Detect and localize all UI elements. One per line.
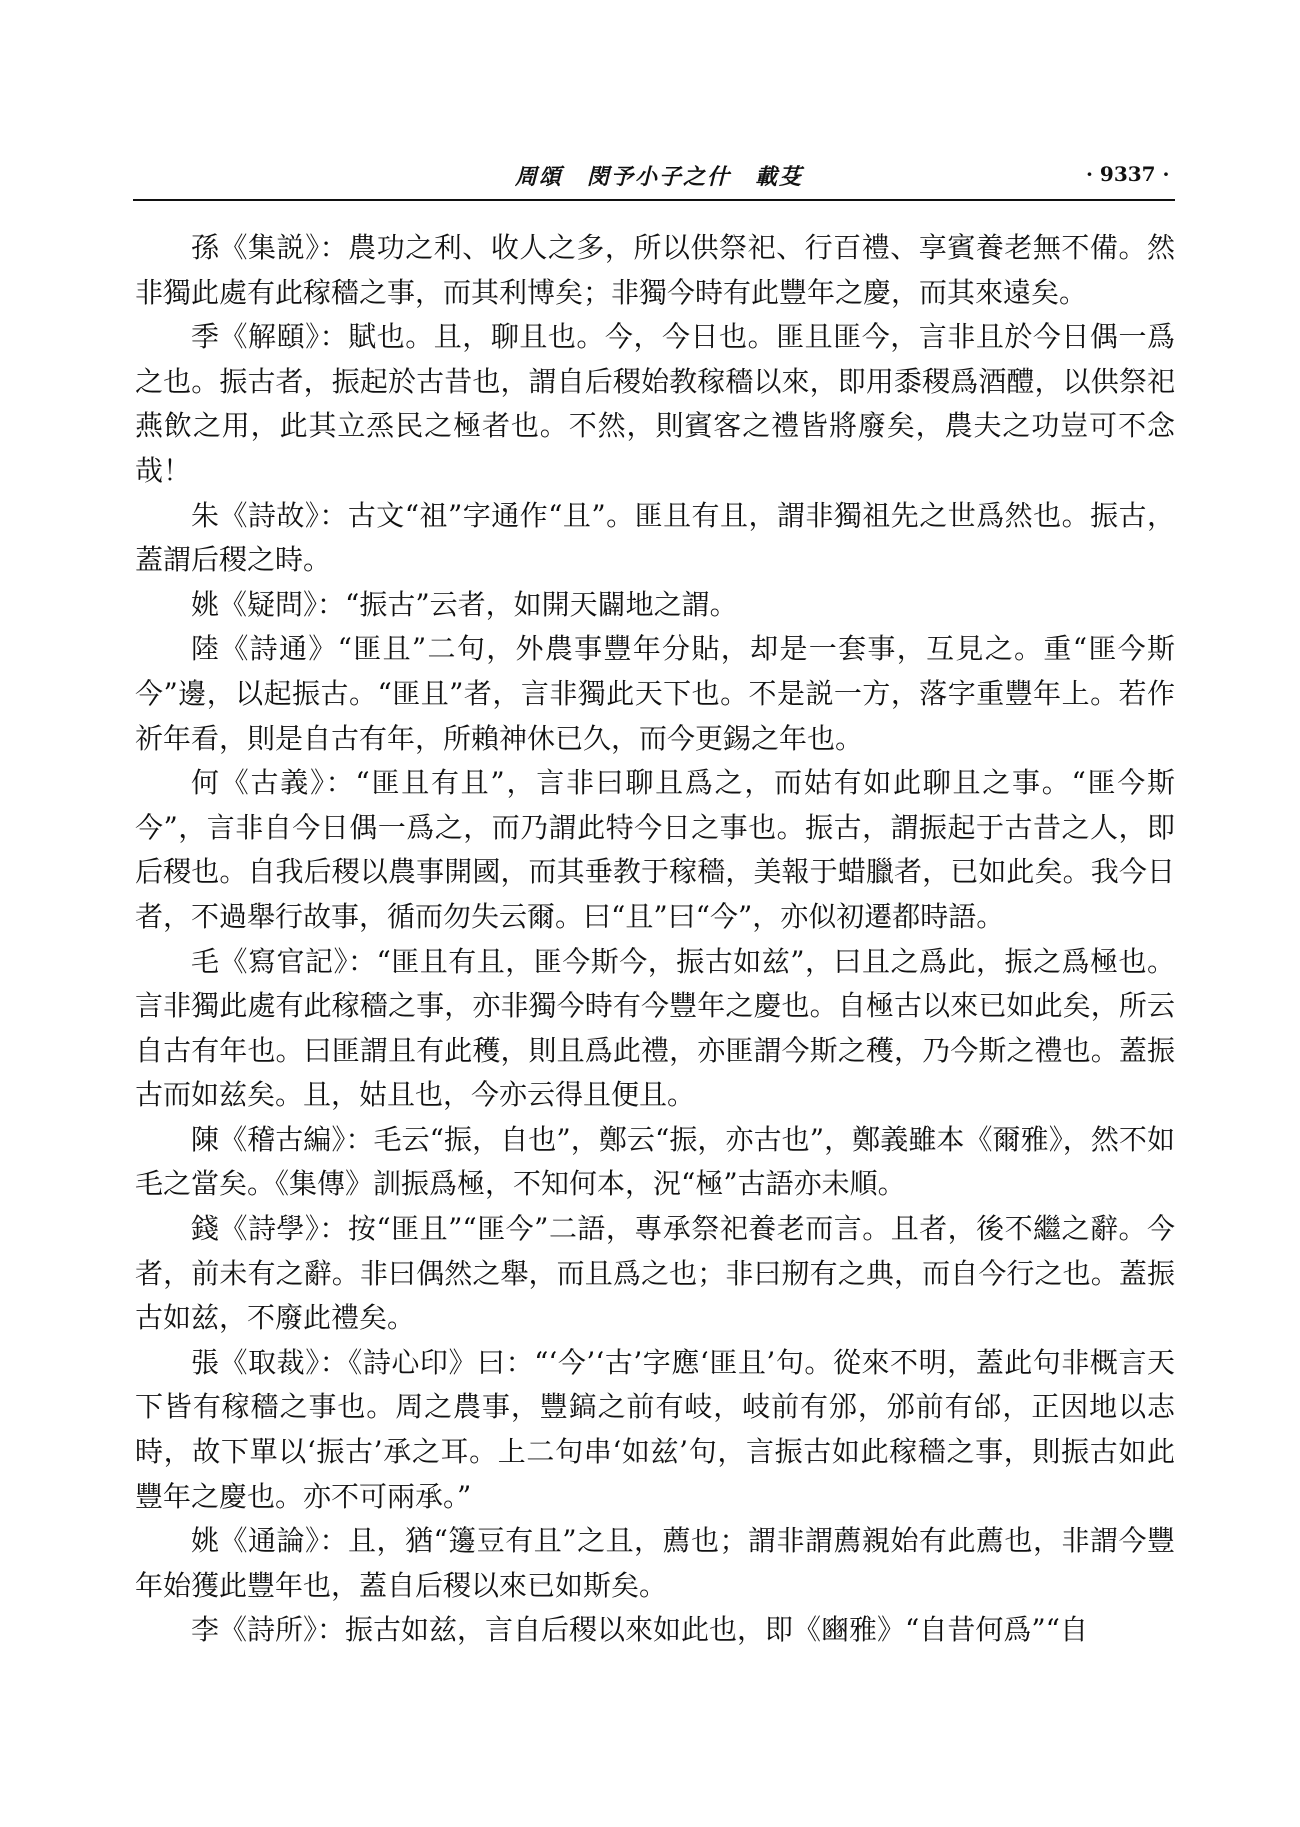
paragraph-zhang-qucai: 張《取裁》：《詩心印》曰：“‘今’‘古’字應‘匪且’句。從來不明，蓋此句非概言天下皆有稼穡之事也。周之農事，豐鎬之前有岐，岐前有邠，邠前有邰，正因地以志時，故下單以‘振古’承之耳。上二句串‘如兹’句，言振古如此稼穡之事，則振古如此豐年之慶也。亦不可兩承。” bbox=[135, 1345, 1175, 1513]
paragraph-mao-xieguanji: 毛《寫官記》：“匪且有且，匪今斯今，振古如兹”，曰且之爲此，振之爲極也。言非獨此處有此稼穡之事，亦非獨今時有今豐年之慶也。自極古以來已如此矣，所云自古有年也。曰匪謂且有此穫，則且爲此禮，亦匪謂今斯之穫，乃今斯之禮也。蓋振古而如兹矣。且，姑且也，今亦云得且便且。 bbox=[135, 944, 1175, 1112]
paragraph-sun-jishuo: 孫《集説》：農功之利、收人之多，所以供祭祀、行百禮、享賓養老無不備。然非獨此處有此稼穡之事，而其利博矣；非獨今時有此豐年之慶，而其來遠矣。 bbox=[135, 231, 1175, 309]
paragraph-chen-jigubian: 陳《稽古編》：毛云“振，自也”，鄭云“振，亦古也”，鄭義雖本《爾雅》，然不如毛之當矣。《集傳》訓振爲極，不知何本，況“極”古語亦未順。 bbox=[135, 1122, 1175, 1201]
commentary-body bbox=[135, 226, 1175, 1653]
paragraph-lu-shitong: 陸《詩通》“匪且”二句，外農事豐年分貼，却是一套事，互見之。重“匪今斯今”邊，以起振古。“匪且”者，言非獨此天下也。不是説一方，落字重豐年上。若作祈年看，則是自古有年，所賴神休已久，而今更錫之年也。 bbox=[135, 632, 1175, 755]
header-rule bbox=[133, 199, 1175, 201]
page-number: · 9337 · bbox=[1086, 162, 1170, 186]
paragraph-yao-yiwen: 姚《疑問》：“振古”云者，如開天闢地之謂。 bbox=[191, 587, 738, 621]
paragraph-he-guyi: 何《古義》：“匪且有且”，言非曰聊且爲之，而姑有如此聊且之事。“匪今斯今”，言非自今日偶一爲之，而乃謂此特今日之事也。振古，謂振起于古昔之人，即后稷也。自我后稷以農事開國，而其垂教于稼穡，美報于蜡臘者，已如此矣。我今日者，不過舉行故事，循而勿失云爾。曰“且”曰“今”，亦似初遷都時語。 bbox=[135, 766, 1175, 933]
header-title: 周頌 閔予小子之什 載芟 bbox=[515, 164, 804, 190]
running-header bbox=[0, 156, 1300, 196]
paragraph-li-shisuo: 李《詩所》：振古如兹，言自后稷以來如此也，即《豳雅》“自昔何爲”“自 bbox=[191, 1613, 1088, 1647]
paragraph-ji-jieyi: 季《解頤》：賦也。且，聊且也。今，今日也。匪且匪今，言非且於今日偶一爲之也。振古者，振起於古昔也，謂自后稷始教稼穡以來，即用黍稷爲酒醴，以供祭祀燕飲之用，此其立烝民之極者也。不然，則賓客之禮皆將廢矣，農夫之功豈可不念哉！ bbox=[135, 320, 1175, 487]
paragraph-qian-shixue: 錢《詩學》：按“匪且”“匪今”二語，專承祭祀養老而言。且者，後不繼之辭。今者，前未有之辭。非曰偶然之舉，而且爲之也；非曰剏有之典，而自今行之也。蓋振古如兹，不廢此禮矣。 bbox=[135, 1212, 1175, 1335]
paragraph-yao-tonglun: 姚《通論》：且，猶“籩豆有且”之且，薦也；謂非謂薦親始有此薦也，非謂今豐年始獲此豐年也，蓋自后稷以來已如斯矣。 bbox=[135, 1524, 1175, 1602]
paragraph-zhu-shigu: 朱《詩故》：古文“祖”字通作“且”。匪且有且，謂非獨祖先之世爲然也。振古，蓋謂后稷之時。 bbox=[135, 498, 1175, 577]
